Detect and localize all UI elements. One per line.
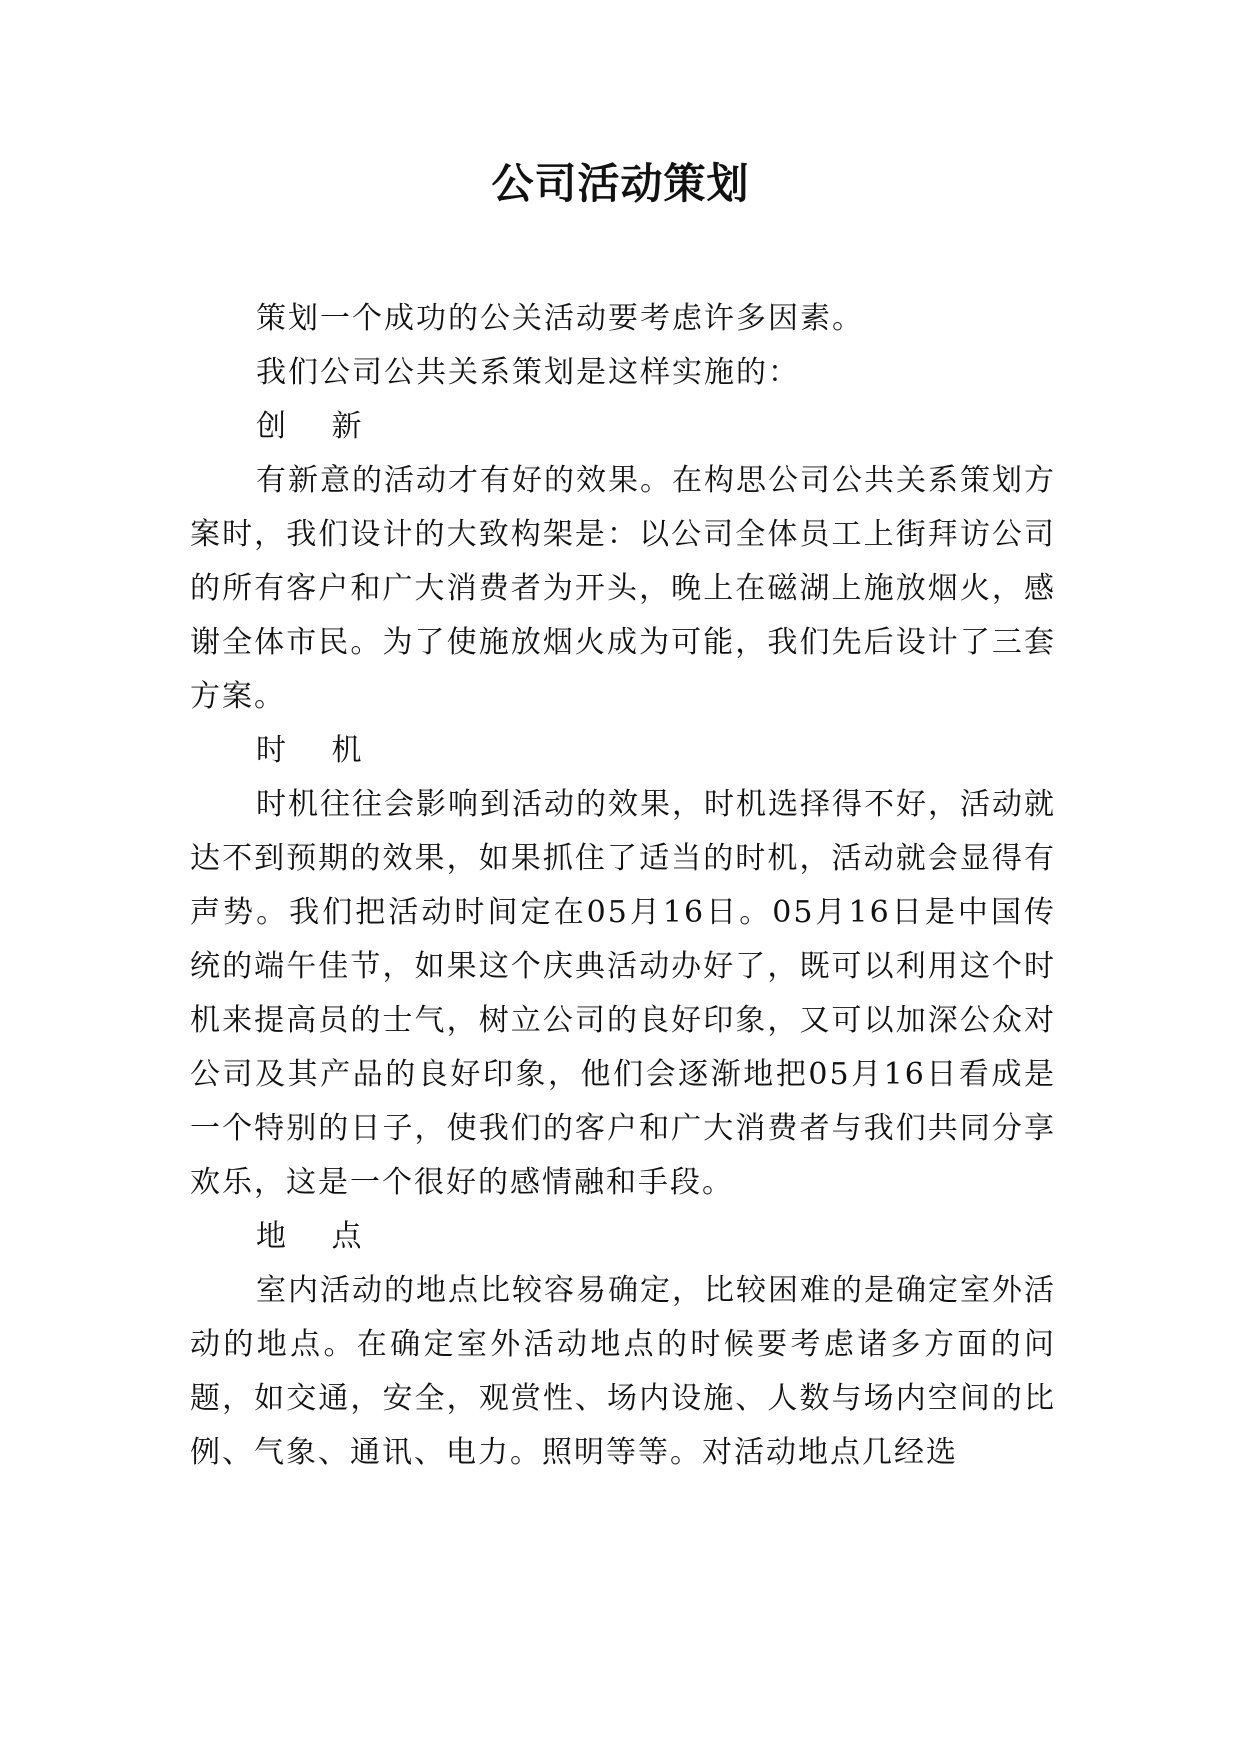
paragraph-location: 室内活动的地点比较容易确定，比较困难的是确定室外活动的地点。在确定室外活动地点的时候要考虑诸多方面的问题，如交通，安全，观赏性、场内设施、人数与场内空间的比例、气象、通讯、电力。照明等等。对活动地点几经选 xyxy=(190,1273,1056,1470)
document-body xyxy=(190,292,1056,1480)
paragraph-implementation: 我们公司公共关系策划是这样实施的： xyxy=(256,355,800,390)
section-heading-timing: 时 机 xyxy=(256,733,380,768)
section-heading-location: 地 点 xyxy=(256,1219,380,1254)
section-heading-innovation: 创 新 xyxy=(256,409,380,444)
paragraph-timing: 时机往往会影响到活动的效果，时机选择得不好，活动就达不到预期的效果，如果抓住了适当的时机，活动就会显得有声势。我们把活动时间定在05月16日。05月16日是中国传统的端午佳节，如果这个庆典活动办好了，既可以利用这个时机来提高员的士气，树立公司的良好印象，又可以加深公众对公司及其产品的良好印象，他们会逐渐地把05月16日看成是一个特别的日子，使我们的客户和广大消费者与我们共同分享欢乐，这是一个很好的感情融和手段。 xyxy=(190,787,1056,1200)
paragraph-intro: 策划一个成功的公关活动要考虑许多因素。 xyxy=(256,301,864,336)
document-title: 公司活动策划 xyxy=(491,159,750,208)
paragraph-innovation: 有新意的活动才有好的效果。在构思公司公共关系策划方案时，我们设计的大致构架是：以公司全体员工上街拜访公司的所有客户和广大消费者为开头，晚上在磁湖上施放烟火，感谢全体市民。为了使施放烟火成为可能，我们先后设计了三套方案。 xyxy=(190,463,1056,714)
